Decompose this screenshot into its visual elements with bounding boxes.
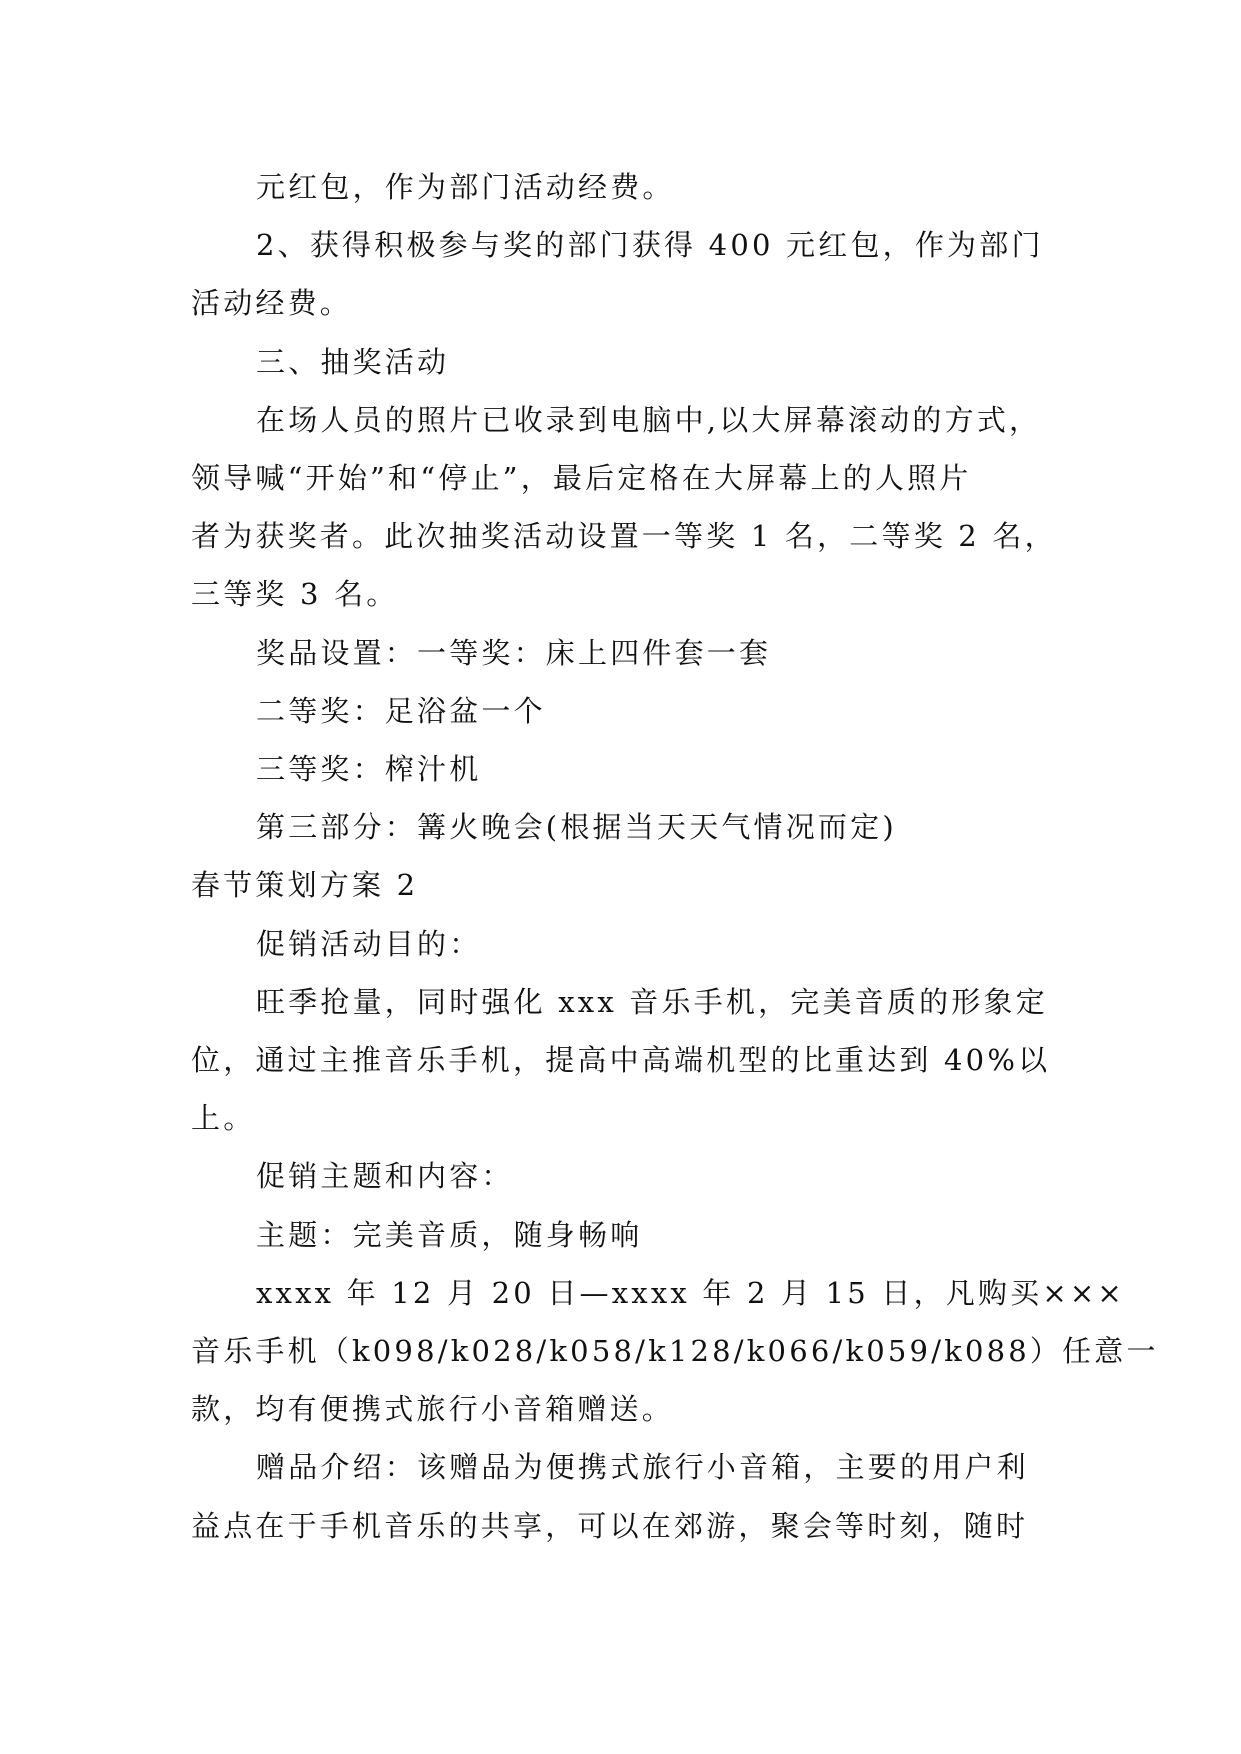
body-line: 旺季抢量，同时强化 xxx 音乐手机，完美音质的形象定	[256, 984, 1048, 1019]
document-body	[191, 158, 1159, 1555]
body-line: 位，通过主推音乐手机，提高中高端机型的比重达到 40%以	[191, 1043, 1051, 1078]
body-line: 在场人员的照片已收录到电脑中,以大屏幕滚动的方式，	[256, 402, 1042, 437]
body-line: 领导喊“开始”和“停止”，最后定格在大屏幕上的人照片	[191, 461, 972, 496]
body-line: 奖品设置：一等奖：床上四件套一套	[256, 635, 772, 670]
body-line: 三等奖：榨汁机	[256, 752, 482, 787]
body-line: 上。	[191, 1101, 256, 1136]
body-line: 主题：完美音质，随身畅响	[256, 1217, 643, 1252]
body-line: 益点在于手机音乐的共享，可以在郊游，聚会等时刻，随时	[191, 1508, 1029, 1543]
body-line: 者为获奖者。此次抽奖活动设置一等奖 1 名，二等奖 2 名，	[191, 519, 1057, 554]
body-line: 音乐手机（k098/k028/k058/k128/k066/k059/k088）任意一	[191, 1334, 1159, 1369]
body-line: xxxx 年 12 月 20 日—xxxx 年 2 月 15 日，凡购买×××	[256, 1275, 1125, 1310]
body-line: 促销活动目的：	[256, 926, 482, 961]
body-line: 第三部分：篝火晚会(根据当天天气情况而定)	[256, 810, 897, 845]
document-title: 春节策划方案 2	[191, 868, 419, 903]
body-line: 款，均有便携式旅行小音箱赠送。	[191, 1392, 675, 1427]
section-heading: 三、抽奖活动	[256, 344, 450, 379]
body-line: 赠品介绍：该赠品为便携式旅行小音箱，主要的用户利	[256, 1450, 1029, 1485]
body-line: 2、获得积极参与奖的部门获得 400 元红包，作为部门	[256, 228, 1044, 263]
body-line: 三等奖 3 名。	[191, 577, 399, 612]
body-line: 二等奖：足浴盆一个	[256, 693, 546, 728]
body-line: 元红包，作为部门活动经费。	[256, 170, 675, 204]
body-line: 活动经费。	[191, 286, 353, 321]
body-line: 促销主题和内容：	[256, 1159, 514, 1194]
